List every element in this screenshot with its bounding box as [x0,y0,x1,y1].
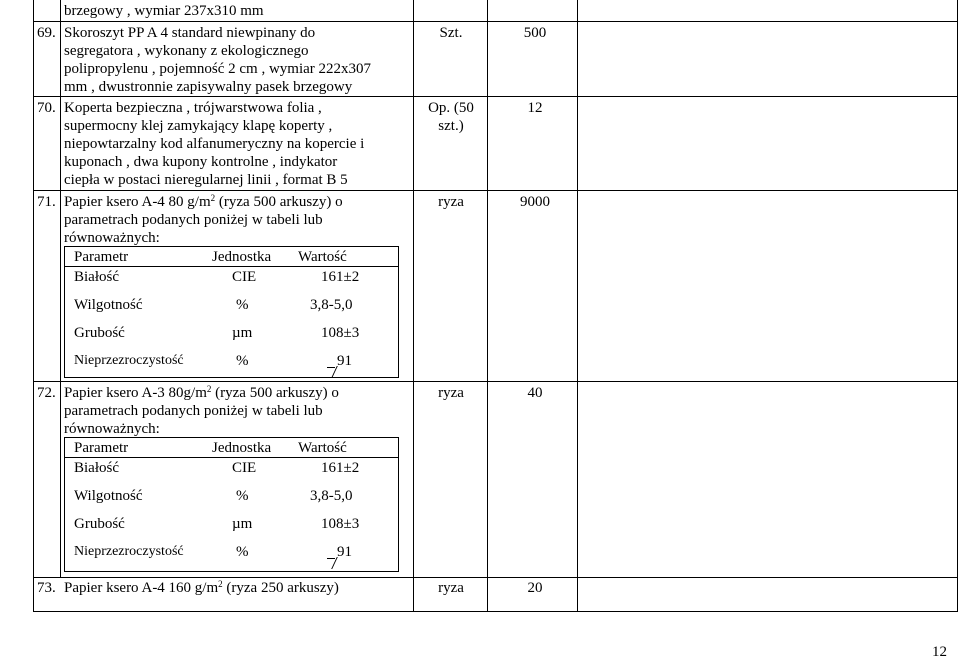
item-72-param-value: 108±3 [321,516,360,532]
col-divider-qty [487,0,488,612]
row-divider-71 [33,381,958,382]
col-divider-desc [60,0,61,578]
item-72-param-unit: % [236,488,249,504]
item-72-param-unit: CIE [232,460,257,476]
item-69-qty: 500 [523,25,547,41]
item-72-param-name: Białość [74,460,119,476]
item-70-qty: 12 [527,100,543,116]
item-72-param-value [327,543,352,561]
col-divider-price [577,0,578,612]
item-70-number: 70. [37,100,56,116]
item-73-qty: 20 [527,580,543,596]
item-72-desc-sup: 2 [206,384,212,394]
item-69-desc-line: mm , dwustronnie zapisywalny pasek brzegowy [64,79,353,95]
item-72-param-unit: % [236,544,249,560]
item-70-desc-line: ciepła w postaci nieregularnej linii , format B 5 [64,172,348,188]
item-71-param-value: 3,8-5,0 [310,297,353,313]
item-72-desc-line: parametrach podanych poniżej w tabeli lub [64,403,323,419]
item-69-number: 69. [37,25,56,41]
row-divider-72 [33,577,958,578]
item-71-desc-pre: Papier ksero A-4 80 g/m [64,194,211,210]
item-69-desc-line: Skoroszyt PP A 4 standard niewpinany do [64,25,316,41]
item-69-description [64,24,404,96]
item-71-param-unit: % [236,297,249,313]
item-73-number: 73. [37,580,56,596]
item-72-number: 72. [37,385,56,401]
item-71-value-header: Wartość [298,249,347,265]
item-73-unit: ryza [438,580,464,596]
item-72-desc-first-line [64,384,404,402]
item-71-param-name: Wilgotność [74,297,143,313]
item-72-param-name: Grubość [74,516,125,532]
item-71-desc-line: parametrach podanych poniżej w tabeli lub [64,212,323,228]
item-71-desc-post: (ryza 500 arkuszy) o [215,194,343,210]
item-71-param-name: Grubość [74,325,125,341]
item-72-desc-line: równoważnych: [64,421,160,437]
table-border-bottom [33,611,958,612]
item-71-param-unit: CIE [232,269,257,285]
item-70-desc-line: supermocny klej zamykający klapę koperty , [64,118,333,134]
item-72-unit-header: Jednostka [212,440,272,456]
item-70-description [64,99,404,189]
item-71-param-value: 108±3 [321,325,360,341]
item-72-desc-post: (ryza 500 arkuszy) o [211,385,339,401]
item-73-desc-sup: 2 [218,579,223,589]
item-71-qty: 9000 [520,194,550,210]
item-72-param-header: Parametr [74,440,129,456]
top-fragment-text: brzegowy , wymiar 237x310 mm [64,3,264,19]
item-73-desc-post: (ryza 250 arkuszy) [222,580,339,596]
item-72-param-name: Wilgotność [74,488,143,504]
item-73-description [64,579,339,597]
item-72-param-unit: µm [232,516,253,532]
item-70-desc-line: niepowtarzalny kod alfanumeryczny na kopercie i [64,136,365,152]
row-divider-top [33,21,958,22]
table-border-left [33,0,34,612]
item-72-description [64,384,404,438]
item-71-number: 71. [37,194,56,210]
row-divider-70 [33,190,958,191]
item-71-param-name: Nieprzezroczystość [74,353,184,368]
item-71-param-value [327,352,352,370]
item-70-desc-line: kuponach , dwa kupony kontrolne , indykator [64,154,338,170]
item-71-description [64,193,404,247]
item-71-unit: ryza [438,194,464,210]
item-69-desc-line: polipropylenu , pojemność 2 cm , wymiar 222x307 [64,61,372,77]
item-72-qty: 40 [527,385,543,401]
item-72-value-header: Wartość [298,440,347,456]
page-number: 12 [932,644,947,660]
item-70-unit-line: Op. (50 [428,100,474,116]
item-72-param-name: Nieprzezroczystość [74,544,184,559]
item-71-param-header: Parametr [74,249,129,265]
item-70-unit-line: szt.) [438,118,464,134]
item-72-desc-pre: Papier ksero A-3 80g/m [64,385,207,401]
item-71-desc-sup: 2 [210,193,216,203]
item-72-param-value-text: 91 [337,544,352,560]
item-72-params-header-divider [64,457,398,458]
item-71-desc-first-line [64,193,404,211]
item-72-param-value: 3,8-5,0 [310,488,353,504]
col-divider-unit [413,0,414,612]
row-divider-69 [33,96,958,97]
item-70-unit [416,99,486,135]
item-72-param-value: 161±2 [321,460,360,476]
item-70-desc-line: Koperta bezpieczna , trójwarstwowa folia , [64,100,322,116]
table-border-right [957,0,958,612]
item-69-unit: Szt. [439,25,463,41]
item-72-unit: ryza [438,385,464,401]
item-71-desc-line: równoważnych: [64,230,160,246]
item-71-unit-header: Jednostka [212,249,272,265]
item-71-param-unit: µm [232,325,253,341]
item-69-desc-line: segregatora , wykonany z ekologicznego [64,43,309,59]
item-71-param-name: Białość [74,269,119,285]
item-73-desc-pre: Papier ksero A-4 160 g/m [64,580,219,596]
item-71-params-header-divider [64,266,398,267]
item-71-param-unit: % [236,353,249,369]
item-71-param-value-text: 91 [337,353,352,369]
item-71-param-value: 161±2 [321,269,360,285]
